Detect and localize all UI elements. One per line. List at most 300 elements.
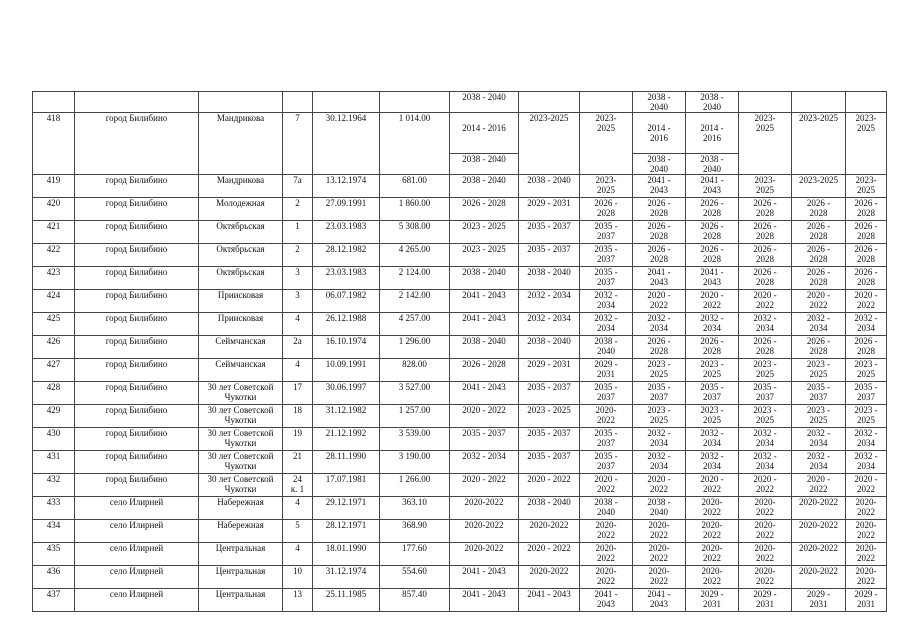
area-cell: 1 014.00: [380, 113, 450, 175]
date-cell: 26.12.1988: [313, 313, 380, 336]
area-cell: 1 257.00: [380, 405, 450, 428]
repair-period-cell: 2020- 2022: [633, 520, 686, 543]
repair-period-cell: 2020 - 2022: [792, 290, 846, 313]
street-cell: Центральная: [199, 566, 283, 589]
repair-period-cell: 2035 - 2037: [580, 428, 633, 451]
settlement-cell: село Илирней: [75, 520, 199, 543]
repair-period-cell: 2035 - 2037: [519, 244, 580, 267]
settlement-cell: город Билибино: [75, 290, 199, 313]
repair-period-cell: 2020 - 2022: [580, 474, 633, 497]
repair-period-cell: 2029 - 2031: [580, 359, 633, 382]
repair-period-cell: 2035 - 2037: [792, 382, 846, 405]
street-cell: Набережная: [199, 497, 283, 520]
date-cell: 28.11.1990: [313, 451, 380, 474]
repair-period-cell: 2038 - 2040: [450, 153, 518, 175]
repair-schedule-table: [32, 91, 887, 612]
repair-period-cell: 2032 - 2034: [686, 451, 739, 474]
repair-period-cell: 2020- 2022: [686, 520, 739, 543]
house-number-cell: 19: [283, 428, 313, 451]
repair-period-cell: 2026 - 2028: [739, 244, 792, 267]
repair-period-cell: 2038 - 2040: [580, 336, 633, 359]
repair-period-cell: 2032 - 2034: [846, 428, 887, 451]
repair-period-cell: 2032 - 2034: [792, 313, 846, 336]
repair-period-cell: 2026 - 2028: [633, 221, 686, 244]
repair-period-cell: 2038 - 2040: [580, 497, 633, 520]
settlement-cell: город Билибино: [75, 313, 199, 336]
street-cell: Центральная: [199, 543, 283, 566]
repair-period-cell: 2014 - 2016: [462, 123, 506, 133]
repair-period-cell: 2020- 2022: [739, 543, 792, 566]
row-number-cell: 424: [33, 290, 75, 313]
row-number-cell: 421: [33, 221, 75, 244]
repair-period-cell: 2041 - 2043: [686, 175, 739, 198]
row-number-cell: 436: [33, 566, 75, 589]
date-cell: 18.01.1990: [313, 543, 380, 566]
street-cell: 30 лет Советской Чукотки: [199, 405, 283, 428]
repair-period-cell: 2020- 2022: [580, 405, 633, 428]
repair-period-cell: 2038 - 2040: [519, 267, 580, 290]
house-number-cell: 7: [283, 113, 313, 175]
date-cell: 28.12.1971: [313, 520, 380, 543]
row-number-cell: 433: [33, 497, 75, 520]
repair-period-cell: 2020-2022: [792, 520, 846, 543]
repair-period-cell: 2023 - 2025: [792, 405, 846, 428]
repair-period-cell: 2020 - 2022: [519, 543, 580, 566]
repair-period-cell: 2023 - 2025: [792, 359, 846, 382]
area-cell: 177.60: [380, 543, 450, 566]
table-row: [33, 543, 887, 566]
repair-period-cell: 2020 - 2022: [686, 474, 739, 497]
repair-period-cell: 2026 - 2028: [792, 267, 846, 290]
table-row: [33, 497, 887, 520]
repair-period-cell: 2026 - 2028: [792, 221, 846, 244]
repair-period-cell: 2041 - 2043: [450, 313, 519, 336]
repair-period-cell: 2014 - 2016: [700, 123, 724, 143]
repair-period-cell: 2026 - 2028: [846, 198, 887, 221]
date-cell: 30.12.1964: [313, 113, 380, 175]
house-number-cell: 5: [283, 520, 313, 543]
repair-period-cell: 2020 - 2022: [792, 474, 846, 497]
repair-period-cell: 2026 - 2028: [686, 244, 739, 267]
date-cell: 17.07.1981: [313, 474, 380, 497]
repair-period-cell: 2023- 2025: [739, 113, 792, 175]
settlement-cell: город Билибино: [75, 474, 199, 497]
area-cell: 4 257.00: [380, 313, 450, 336]
repair-period-cell: 2026 - 2028: [739, 221, 792, 244]
area-cell: 828.00: [380, 359, 450, 382]
table-row: [33, 520, 887, 543]
table-row: [33, 336, 887, 359]
repair-period-cell: 2038 - 2040: [633, 153, 685, 175]
house-number-cell: 21: [283, 451, 313, 474]
table-row: [33, 244, 887, 267]
street-cell: 30 лет Советской Чукотки: [199, 382, 283, 405]
repair-period-cell: 2032 - 2034: [633, 313, 686, 336]
repair-period-cell: 2026 - 2028: [792, 244, 846, 267]
house-number-cell: 4: [283, 359, 313, 382]
row-number-cell: 435: [33, 543, 75, 566]
repair-period-cell: 2029 - 2031: [686, 589, 739, 612]
area-cell: 4 265.00: [380, 244, 450, 267]
repair-period-cell: 2020- 2022: [739, 520, 792, 543]
repair-period-cell: 2035 - 2037: [519, 382, 580, 405]
repair-period-cell: 2020- 2022: [846, 497, 887, 520]
repair-period-cell: 2035 - 2037: [580, 267, 633, 290]
date-cell: 13.12.1974: [313, 175, 380, 198]
repair-period-cell: 2020 - 2022: [846, 474, 887, 497]
repair-period-cell: 2032 - 2034: [633, 428, 686, 451]
repair-period-cell: 2035 - 2037: [580, 221, 633, 244]
repair-period-cell: 2041 - 2043: [519, 589, 580, 612]
repair-period-cell: 2020 - 2022: [686, 290, 739, 313]
row-number-cell: 418: [33, 113, 75, 175]
repair-period-cell: 2020- 2022: [633, 566, 686, 589]
repair-period-cell: 2023-2025: [519, 113, 580, 175]
house-number-cell: 24 к. 1: [283, 474, 313, 497]
area-cell: 368.90: [380, 520, 450, 543]
repair-period-cell: 2026 - 2028: [739, 267, 792, 290]
repair-period-cell: 2020-2022: [450, 497, 519, 520]
repair-period-cell: 2023 - 2025: [450, 221, 519, 244]
repair-period-cell: 2020-2022: [450, 520, 519, 543]
repair-period-cell: 2020- 2022: [580, 543, 633, 566]
repair-period-cell: 2023-2025: [792, 175, 846, 198]
area-cell: 554.60: [380, 566, 450, 589]
repair-period-cell: 2020 - 2022: [739, 290, 792, 313]
table-row: [33, 359, 887, 382]
date-cell: 10.09.1991: [313, 359, 380, 382]
repair-period-cell: 2032 - 2034: [450, 451, 519, 474]
table-row: [33, 451, 887, 474]
repair-period-cell: 2020- 2022: [686, 566, 739, 589]
street-cell: 30 лет Советской Чукотки: [199, 428, 283, 451]
repair-period-cell: 2026 - 2028: [846, 267, 887, 290]
street-cell: 30 лет Советской Чукотки: [199, 451, 283, 474]
repair-period-cell: 2023 - 2025: [633, 405, 686, 428]
repair-period-cell: 2020-2022: [519, 520, 580, 543]
table-row: [33, 290, 887, 313]
repair-period-split-cell: [686, 113, 739, 175]
row-number-cell: 426: [33, 336, 75, 359]
repair-period-cell: 2023 - 2025: [450, 244, 519, 267]
repair-period-cell: 2035 - 2037: [450, 428, 519, 451]
table-row: [33, 428, 887, 451]
date-cell: 16.10.1974: [313, 336, 380, 359]
street-cell: Мандрикова: [199, 113, 283, 175]
repair-period-cell: 2023- 2025: [846, 113, 887, 175]
repair-period-cell: 2020- 2022: [846, 543, 887, 566]
row-number-cell: 423: [33, 267, 75, 290]
area-cell: 2 124.00: [380, 267, 450, 290]
settlement-cell: город Билибино: [75, 451, 199, 474]
repair-period-cell: 2032 - 2034: [739, 428, 792, 451]
repair-period-cell: 2032 - 2034: [739, 313, 792, 336]
table-row: [33, 175, 887, 198]
repair-period-cell: 2032 - 2034: [846, 451, 887, 474]
repair-period-cell: 2038 - 2040: [450, 267, 519, 290]
row-number-cell: 431: [33, 451, 75, 474]
repair-period-cell: 2035 - 2037: [580, 382, 633, 405]
repair-period-cell: 2035 - 2037: [633, 382, 686, 405]
house-number-cell: 4: [283, 543, 313, 566]
repair-period-cell: 2020- 2022: [580, 520, 633, 543]
repair-period-cell: 2020 - 2022: [846, 290, 887, 313]
repair-period-cell: 2023- 2025: [580, 113, 633, 175]
settlement-cell: село Илирней: [75, 497, 199, 520]
repair-period-cell: 2026 - 2028: [792, 336, 846, 359]
table-row: [33, 267, 887, 290]
row-number-cell: 420: [33, 198, 75, 221]
settlement-cell: город Билибино: [75, 175, 199, 198]
repair-period-cell: 2035 - 2037: [580, 451, 633, 474]
repair-period-cell: 2035 - 2037: [739, 382, 792, 405]
settlement-cell: город Билибино: [75, 267, 199, 290]
repair-period-cell: 2032 - 2034: [686, 313, 739, 336]
repair-period-cell: 2020- 2022: [846, 566, 887, 589]
repair-period-cell: 2032 - 2034: [792, 428, 846, 451]
settlement-cell: город Билибино: [75, 198, 199, 221]
area-cell: 363.10: [380, 497, 450, 520]
repair-period-cell: 2020-2022: [792, 566, 846, 589]
repair-period-cell: 2020- 2022: [739, 497, 792, 520]
repair-period-cell: 2020- 2022: [686, 543, 739, 566]
repair-period-cell: 2026 - 2028: [739, 336, 792, 359]
street-cell: 30 лет Советской Чукотки: [199, 474, 283, 497]
row-number-cell: 434: [33, 520, 75, 543]
row-number-cell: 427: [33, 359, 75, 382]
street-cell: Центральная: [199, 589, 283, 612]
house-number-cell: 3: [283, 290, 313, 313]
table-row: [33, 405, 887, 428]
repair-period-cell: 2020 - 2022: [739, 474, 792, 497]
repair-period-cell: 2032 - 2034: [739, 451, 792, 474]
repair-period-cell: 2026 - 2028: [846, 221, 887, 244]
repair-period-cell: 2023-2025: [792, 113, 846, 175]
repair-period-cell: 2041 - 2043: [580, 589, 633, 612]
house-number-cell: 2: [283, 198, 313, 221]
repair-period-split-cell: [633, 113, 686, 175]
repair-period-cell: 2023- 2025: [580, 175, 633, 198]
settlement-cell: город Билибино: [75, 221, 199, 244]
repair-period-cell: 2020-2022: [450, 543, 519, 566]
house-number-cell: 2: [283, 244, 313, 267]
row-number-cell: 429: [33, 405, 75, 428]
house-number-cell: 17: [283, 382, 313, 405]
row-number-cell: 432: [33, 474, 75, 497]
repair-period-cell: 2026 - 2028: [633, 198, 686, 221]
repair-period-cell: 2035 - 2037: [519, 221, 580, 244]
row-number-cell: 419: [33, 175, 75, 198]
street-cell: Приисковая: [199, 290, 283, 313]
table-row: [33, 198, 887, 221]
date-cell: 30.06.1997: [313, 382, 380, 405]
repair-period-cell: 2020-2022: [519, 566, 580, 589]
repair-period-cell: 2020-2022: [792, 543, 846, 566]
repair-period-cell: 2020- 2022: [846, 520, 887, 543]
repair-period-cell: 2035 - 2037: [686, 382, 739, 405]
repair-period-cell: 2038 - 2040: [519, 336, 580, 359]
repair-period-cell: 2038 - 2040: [686, 153, 738, 175]
settlement-cell: город Билибино: [75, 428, 199, 451]
repair-period-cell: 2026 - 2028: [846, 336, 887, 359]
repair-period-cell: 2026 - 2028: [686, 336, 739, 359]
repair-period-cell: 2020 - 2022: [450, 474, 519, 497]
repair-period-cell: 2038 - 2040: [450, 175, 519, 198]
house-number-cell: 4: [283, 497, 313, 520]
repair-period-cell: 2038 - 2040: [450, 92, 519, 113]
street-cell: Набережная: [199, 520, 283, 543]
repair-period-cell: 2023 - 2025: [519, 405, 580, 428]
table-row: [33, 382, 887, 405]
repair-period-cell: 2026 - 2028: [450, 198, 519, 221]
area-cell: 5 308.00: [380, 221, 450, 244]
repair-period-cell: 2029 - 2031: [739, 589, 792, 612]
repair-period-cell: 2020 - 2022: [519, 474, 580, 497]
repair-period-cell: 2020 - 2022: [450, 405, 519, 428]
row-number-cell: 422: [33, 244, 75, 267]
table-row: [33, 92, 887, 113]
repair-period-cell: 2038 - 2040: [450, 336, 519, 359]
repair-period-cell: 2029 - 2031: [519, 198, 580, 221]
repair-period-cell: 2032 - 2034: [519, 313, 580, 336]
area-cell: 1 296.00: [380, 336, 450, 359]
street-cell: Октябрьская: [199, 244, 283, 267]
street-cell: Сеймчанская: [199, 359, 283, 382]
settlement-cell: село Илирней: [75, 566, 199, 589]
repair-period-cell: 2026 - 2028: [686, 221, 739, 244]
table-row: [33, 221, 887, 244]
repair-period-cell: 2032 - 2034: [633, 451, 686, 474]
table-body: [33, 92, 887, 612]
settlement-cell: город Билибино: [75, 113, 199, 175]
repair-period-cell: 2035 - 2037: [846, 382, 887, 405]
house-number-cell: 3: [283, 267, 313, 290]
street-cell: Молодежная: [199, 198, 283, 221]
repair-period-cell: 2026 - 2028: [846, 244, 887, 267]
repair-period-cell: 2029 - 2031: [519, 359, 580, 382]
date-cell: 31.12.1974: [313, 566, 380, 589]
street-cell: Октябрьская: [199, 267, 283, 290]
street-cell: Мандрикова: [199, 175, 283, 198]
repair-period-cell: 2035 - 2037: [580, 244, 633, 267]
date-cell: 25.11.1985: [313, 589, 380, 612]
repair-period-cell: 2041 - 2043: [450, 382, 519, 405]
repair-period-cell: 2023 - 2025: [846, 405, 887, 428]
repair-period-cell: 2032 - 2034: [686, 428, 739, 451]
street-cell: Сеймчанская: [199, 336, 283, 359]
area-cell: 3 190.00: [380, 451, 450, 474]
date-cell: 06.07.1982: [313, 290, 380, 313]
repair-period-cell: 2023- 2025: [846, 175, 887, 198]
house-number-cell: 2а: [283, 336, 313, 359]
area-cell: 2 142.00: [380, 290, 450, 313]
repair-period-cell: 2023- 2025: [739, 175, 792, 198]
row-number-cell: 425: [33, 313, 75, 336]
repair-period-cell: 2014 - 2016: [647, 123, 671, 143]
settlement-cell: село Илирней: [75, 543, 199, 566]
repair-period-cell: 2038 - 2040: [686, 92, 739, 113]
repair-period-cell: 2020- 2022: [686, 497, 739, 520]
repair-period-cell: 2023 - 2025: [739, 359, 792, 382]
street-cell: Приисковая: [199, 313, 283, 336]
repair-period-cell: 2041 - 2043: [450, 589, 519, 612]
repair-period-cell: 2032 - 2034: [580, 313, 633, 336]
table-row: [33, 474, 887, 497]
repair-period-cell: 2035 - 2037: [519, 451, 580, 474]
table-row: [33, 113, 887, 175]
settlement-cell: город Билибино: [75, 336, 199, 359]
repair-period-cell: 2029 - 2031: [792, 589, 846, 612]
document-page: [32, 91, 887, 612]
settlement-cell: город Билибино: [75, 382, 199, 405]
area-cell: 1 266.00: [380, 474, 450, 497]
date-cell: 29.12.1971: [313, 497, 380, 520]
house-number-cell: 1: [283, 221, 313, 244]
repair-period-cell: 2038 - 2040: [633, 497, 686, 520]
street-cell: Октябрьская: [199, 221, 283, 244]
repair-period-cell: 2023 - 2025: [846, 359, 887, 382]
repair-period-cell: 2020 - 2022: [633, 290, 686, 313]
row-number-cell: 437: [33, 589, 75, 612]
repair-period-cell: 2038 - 2040: [633, 92, 686, 113]
date-cell: 23.03.1983: [313, 267, 380, 290]
house-number-cell: 7а: [283, 175, 313, 198]
date-cell: 27.09.1991: [313, 198, 380, 221]
repair-period-cell: 2026 - 2028: [633, 336, 686, 359]
repair-period-cell: 2035 - 2037: [519, 428, 580, 451]
repair-period-cell: 2032 - 2034: [846, 313, 887, 336]
repair-period-cell: 2038 - 2040: [519, 175, 580, 198]
repair-period-cell: 2032 - 2034: [580, 290, 633, 313]
row-number-cell: 428: [33, 382, 75, 405]
repair-period-cell: 2026 - 2028: [580, 198, 633, 221]
repair-period-cell: 2020 - 2022: [633, 474, 686, 497]
repair-period-cell: 2020- 2022: [633, 543, 686, 566]
repair-period-cell: 2026 - 2028: [686, 198, 739, 221]
repair-period-cell: 2041 - 2043: [686, 267, 739, 290]
repair-period-cell: 2038 - 2040: [519, 497, 580, 520]
table-row: [33, 566, 887, 589]
date-cell: 21.12.1992: [313, 428, 380, 451]
date-cell: 23.03.1983: [313, 221, 380, 244]
settlement-cell: город Билибино: [75, 244, 199, 267]
repair-period-cell: 2023 - 2025: [633, 359, 686, 382]
house-number-cell: 4: [283, 313, 313, 336]
settlement-cell: город Билибино: [75, 405, 199, 428]
area-cell: 3 527.00: [380, 382, 450, 405]
settlement-cell: город Билибино: [75, 359, 199, 382]
house-number-cell: 18: [283, 405, 313, 428]
repair-period-cell: 2026 - 2028: [792, 198, 846, 221]
date-cell: 31.12.1982: [313, 405, 380, 428]
repair-period-cell: 2041 - 2043: [633, 589, 686, 612]
house-number-cell: 13: [283, 589, 313, 612]
repair-period-cell: 2020- 2022: [580, 566, 633, 589]
settlement-cell: село Илирней: [75, 589, 199, 612]
repair-period-cell: 2020- 2022: [739, 566, 792, 589]
repair-period-cell: 2020-2022: [792, 497, 846, 520]
repair-period-cell: 2041 - 2043: [450, 566, 519, 589]
table-row: [33, 313, 887, 336]
repair-period-cell: 2023 - 2025: [739, 405, 792, 428]
repair-period-cell: 2041 - 2043: [633, 267, 686, 290]
repair-period-cell: 2041 - 2043: [450, 290, 519, 313]
repair-period-split-cell: [450, 113, 519, 175]
repair-period-cell: 2023 - 2025: [686, 405, 739, 428]
repair-period-cell: 2032 - 2034: [792, 451, 846, 474]
area-cell: 3 539.00: [380, 428, 450, 451]
repair-period-cell: 2026 - 2028: [739, 198, 792, 221]
